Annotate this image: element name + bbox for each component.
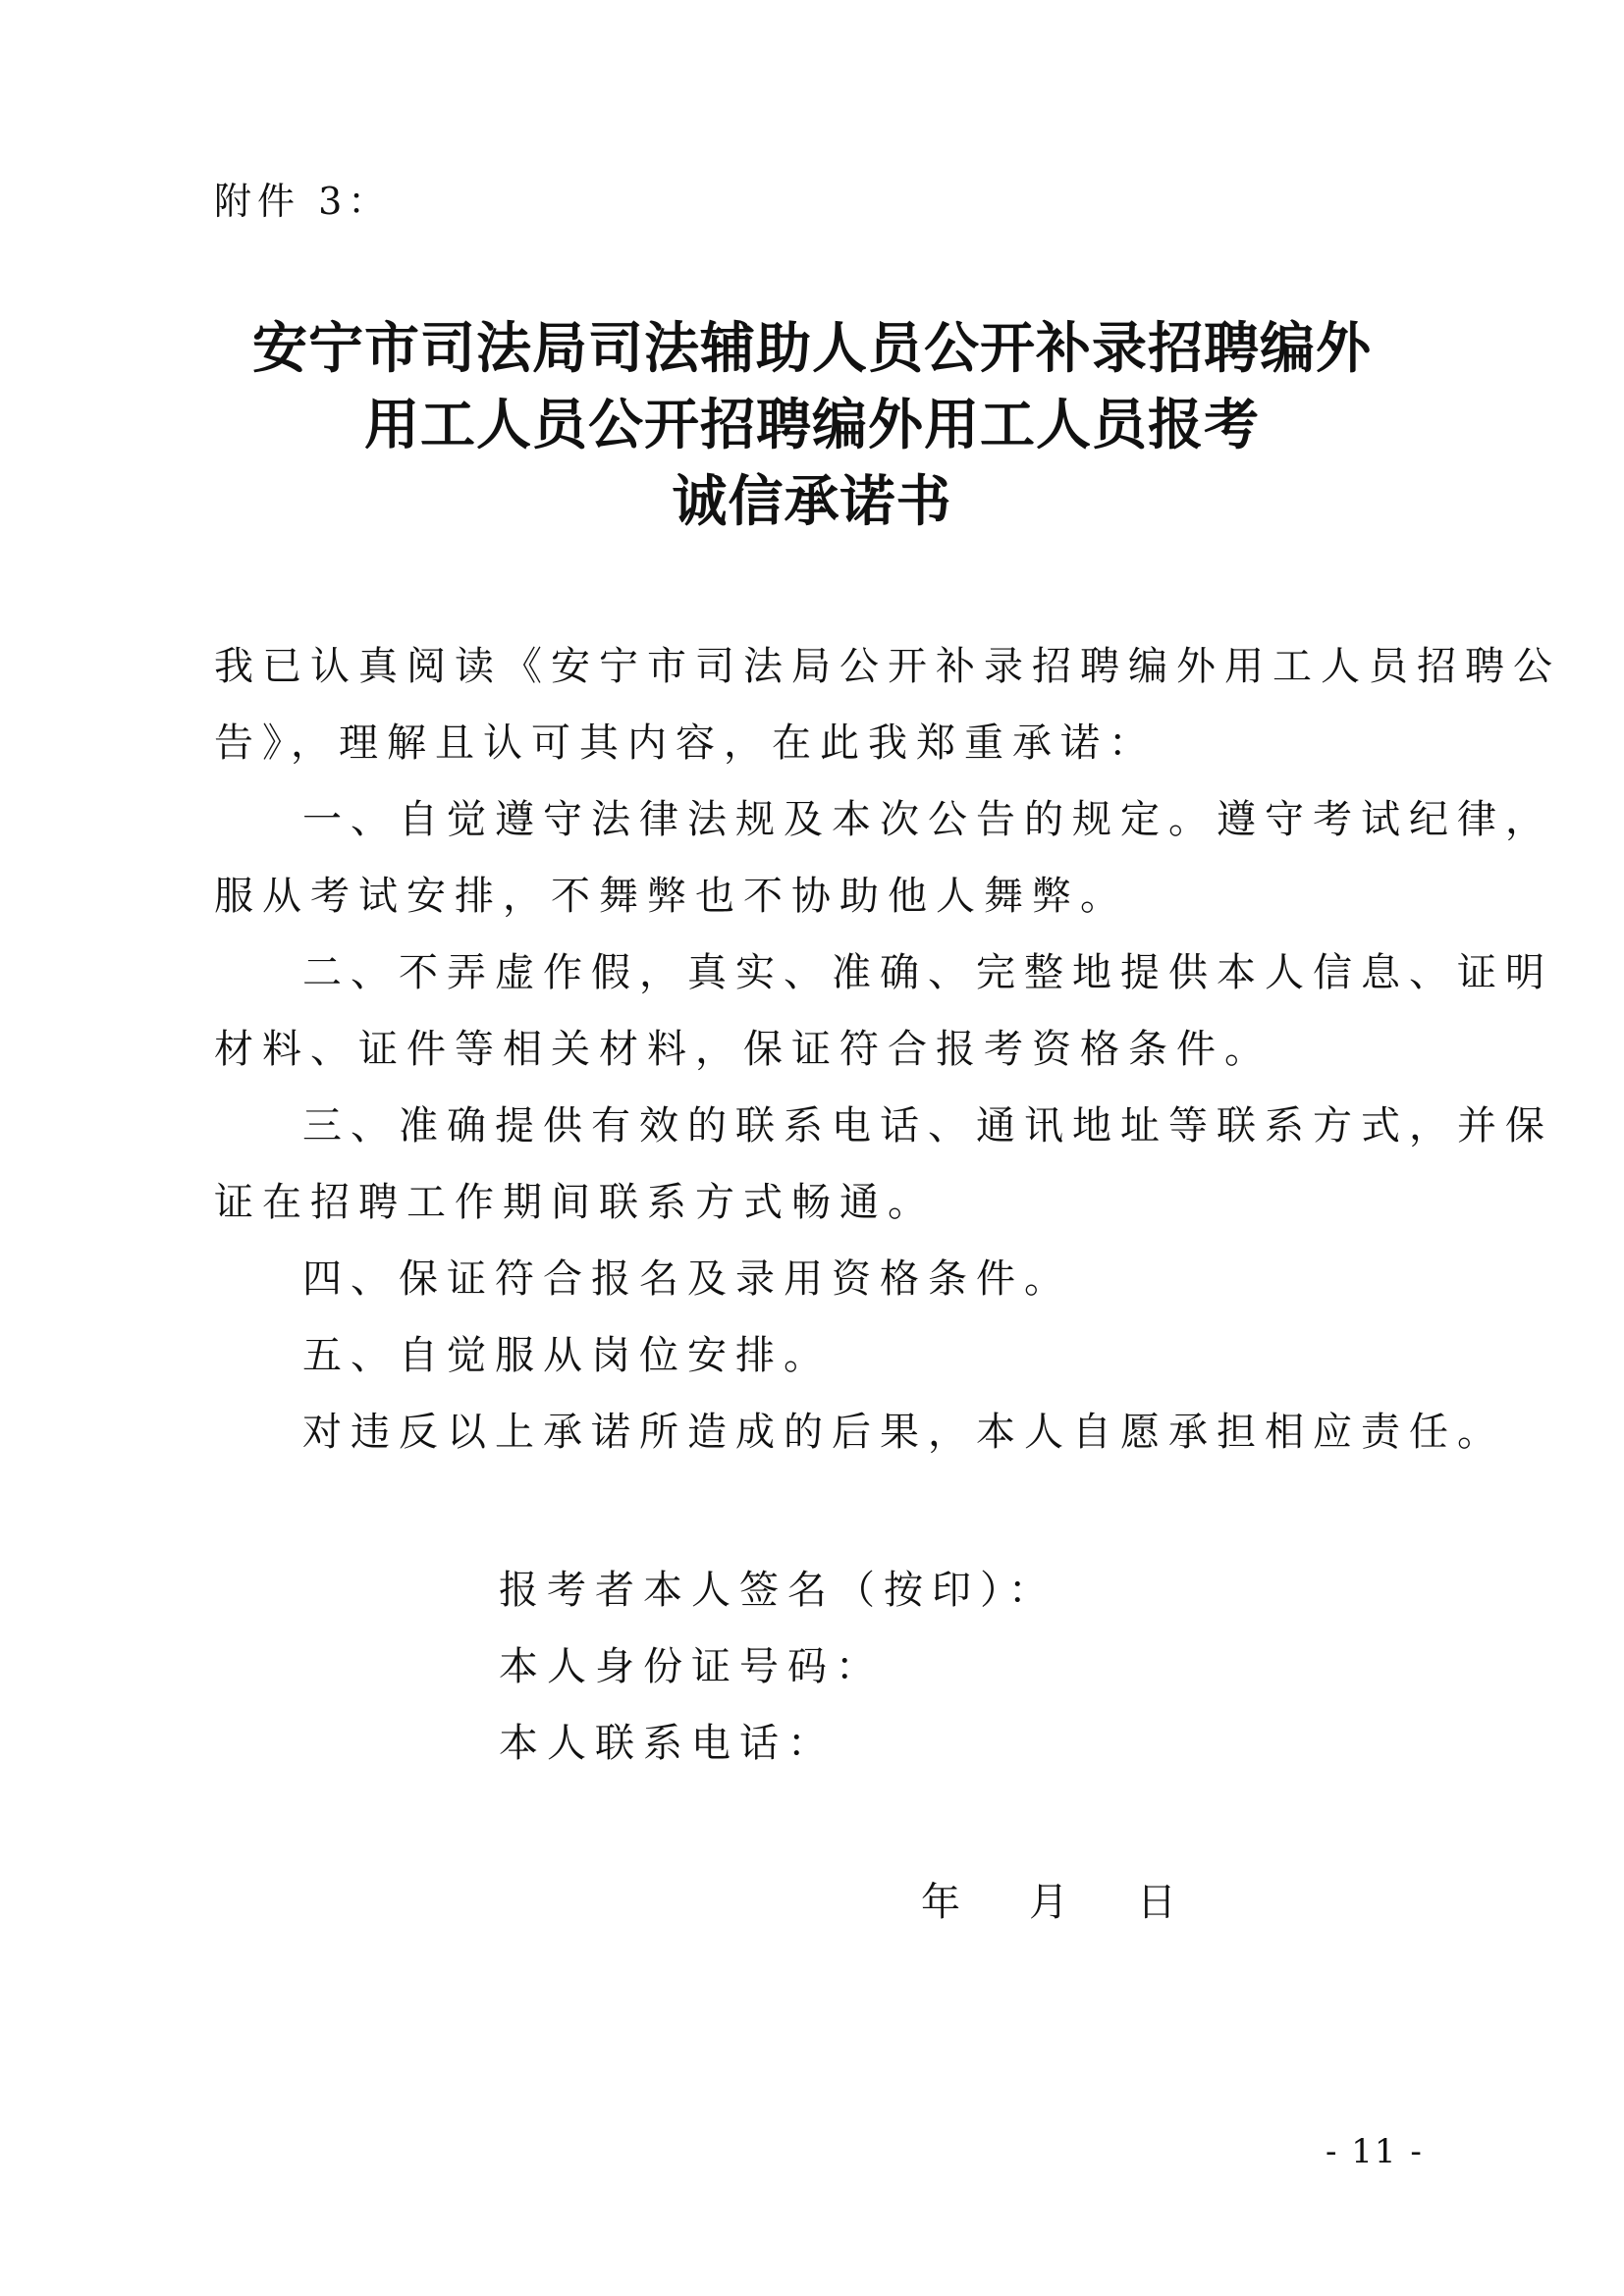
- document-title-line-2: 用工人员公开招聘编外用工人员报考: [364, 394, 1260, 457]
- date-month-label: 月: [1029, 1880, 1068, 1925]
- signature-phone-label: 本人联系电话：: [499, 1721, 836, 1766]
- pledge-4: 四、保证符合报名及录用资格条件。: [302, 1256, 1072, 1302]
- attachment-label: 附件 3：: [214, 180, 392, 223]
- intro-line-2: 告》，理解且认可其内容，在此我郑重承诺：: [214, 721, 1157, 766]
- pledge-2-line-2: 材料、证件等相关材料，保证符合报考资格条件。: [214, 1027, 1272, 1072]
- signature-id-label: 本人身份证号码：: [499, 1644, 884, 1689]
- pledge-2-line-1: 二、不弄虚作假，真实、准确、完整地提供本人信息、证明: [302, 950, 1553, 995]
- pledge-3-line-2: 证在招聘工作期间联系方式畅通。: [214, 1180, 936, 1225]
- page-number: - 11 -: [1326, 2132, 1424, 2171]
- date-day-label: 日: [1137, 1880, 1176, 1925]
- pledge-5: 五、自觉服从岗位安排。: [302, 1333, 832, 1378]
- pledge-1-line-1: 一、自觉遵守法律法规及本次公告的规定。遵守考试纪律，: [302, 797, 1553, 842]
- pledge-3-line-1: 三、准确提供有效的联系电话、通讯地址等联系方式，并保: [302, 1103, 1553, 1148]
- signature-name-label: 报考者本人签名（按印）：: [499, 1568, 1056, 1613]
- closing-statement: 对违反以上承诺所造成的后果，本人自愿承担相应责任。: [302, 1410, 1505, 1455]
- date-year-label: 年: [921, 1880, 960, 1925]
- pledge-1-line-2: 服从考试安排，不舞弊也不协助他人舞弊。: [214, 874, 1128, 919]
- document-title-line-1: 安宁市司法局司法辅助人员公开补录招聘编外: [252, 317, 1372, 381]
- document-title-line-3: 诚信承诺书: [672, 470, 952, 534]
- intro-line-1: 我已认真阅读《安宁市司法局公开补录招聘编外用工人员招聘公: [214, 644, 1561, 689]
